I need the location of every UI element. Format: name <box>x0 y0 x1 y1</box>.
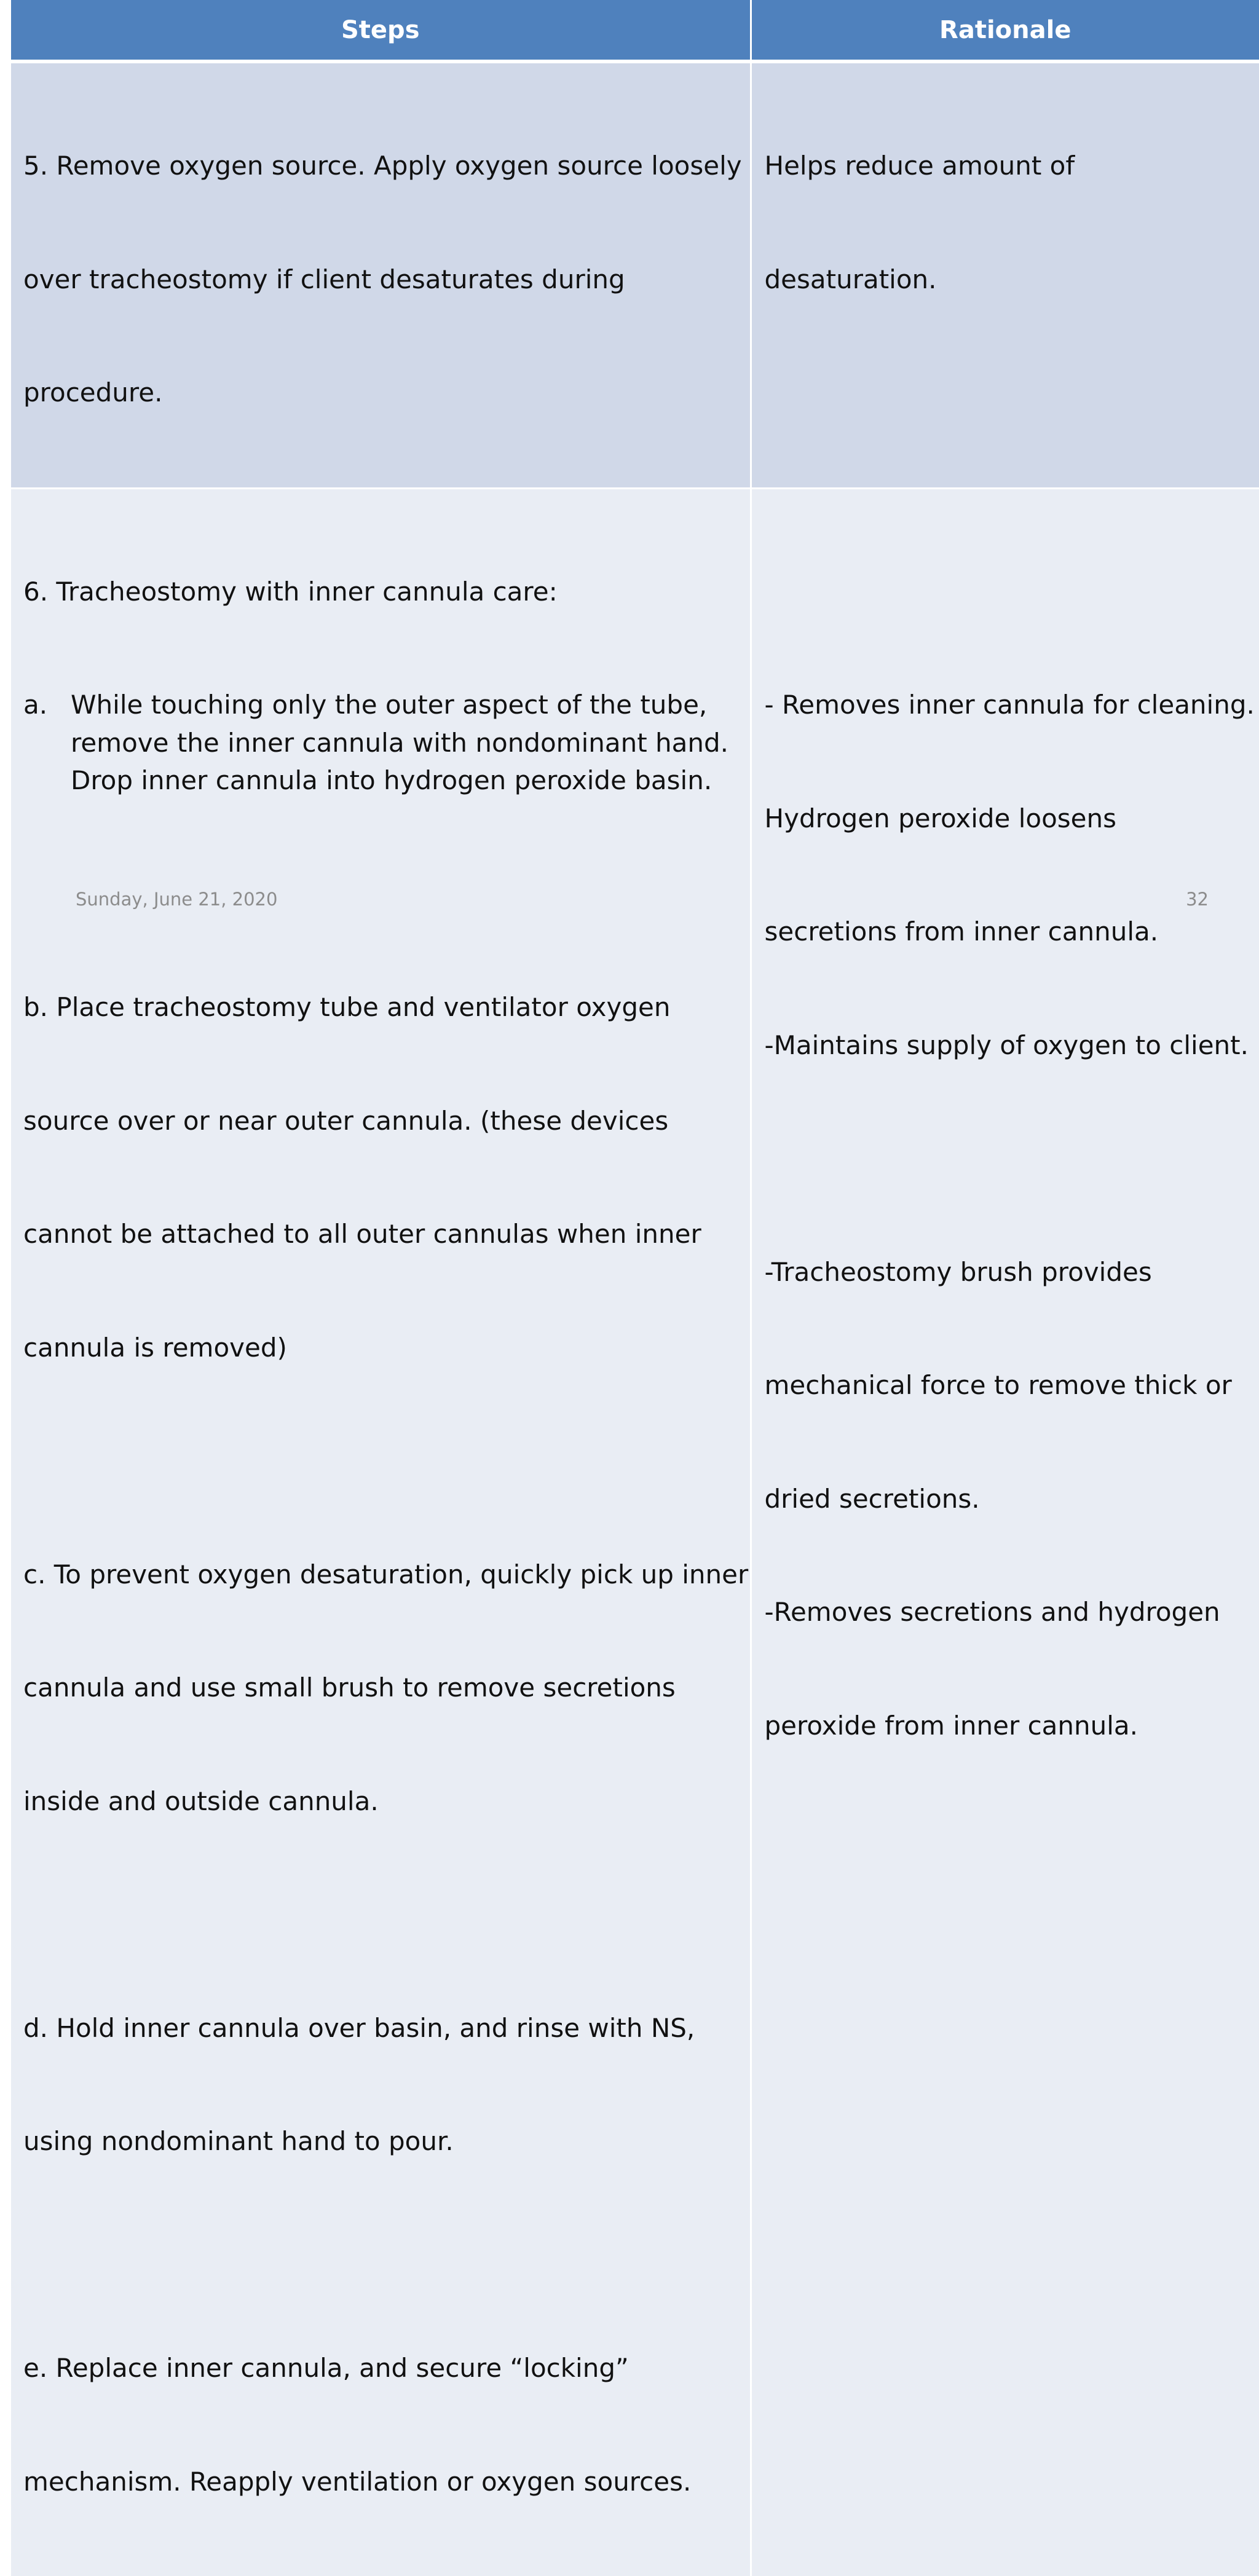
step-6c-line: c. To prevent oxygen desaturation, quickly pick up inner <box>23 1559 749 1589</box>
rationale-6-line: mechanical force to remove thick or <box>764 1370 1232 1400</box>
step-6a-marker: a. <box>23 690 48 720</box>
rationale-6-line: -Tracheostomy brush provides <box>764 1256 1152 1287</box>
table-row <box>11 488 1259 2576</box>
table-header-row <box>11 0 1259 61</box>
rationale-6-cell <box>751 488 1259 2576</box>
step-5-line: 5. Remove oxygen source. Apply oxygen source loosely <box>23 151 742 181</box>
rationale-5-cell <box>751 61 1259 488</box>
spacer <box>23 1896 739 1934</box>
table-row <box>11 61 1259 488</box>
rationale-6-line: secretions from inner cannula. <box>764 916 1159 947</box>
step-6a-line: remove the inner cannula with nondominant hand. <box>71 727 729 758</box>
step-6d-line: d. Hold inner cannula over basin, and rinse with NS, <box>23 2012 695 2043</box>
footer-date: Sunday, June 21, 2020 <box>76 889 278 910</box>
step-5-cell <box>11 61 751 488</box>
step-6e-line: mechanism. Reapply ventilation or oxygen sources. <box>23 2466 692 2497</box>
spacer <box>765 573 1256 611</box>
rationale-5-line: desaturation. <box>764 264 937 294</box>
spacer <box>23 1442 739 1480</box>
rationale-6-line: -Removes secretions and hydrogen <box>764 1597 1220 1627</box>
column-header-steps: Steps <box>11 0 751 61</box>
column-header-rationale: Rationale <box>751 0 1259 61</box>
step-6a <box>23 686 739 800</box>
step-6e-line: e. Replace inner cannula, and secure “locking” <box>23 2353 629 2383</box>
step-6b-line: cannot be attached to all outer cannulas when inner <box>23 1219 701 1249</box>
step-6a-line: While touching only the outer aspect of the tube, <box>71 690 708 720</box>
spacer <box>23 2236 739 2274</box>
slide-page-number: 32 <box>1186 889 1209 910</box>
rationale-6-line: Hydrogen peroxide loosens <box>764 803 1117 833</box>
rationale-6-line: peroxide from inner cannula. <box>764 1710 1139 1741</box>
step-6-intro: 6. Tracheostomy with inner cannula care: <box>23 576 558 607</box>
step-6b-line: b. Place tracheostomy tube and ventilator oxygen <box>23 992 671 1022</box>
step-6b-line: source over or near outer cannula. (these devices <box>23 1105 669 1136</box>
rationale-6-line: - Removes inner cannula for cleaning. <box>764 690 1255 720</box>
step-6a-line: Drop inner cannula into hydrogen peroxide basin. <box>71 765 712 795</box>
rationale-6-line: dried secretions. <box>764 1483 980 1514</box>
step-5-line: over tracheostomy if client desaturates during <box>23 264 625 294</box>
rationale-6-line: -Maintains supply of oxygen to client. <box>764 1030 1249 1060</box>
steps-rationale-table <box>11 0 1259 2576</box>
step-6-cell <box>11 488 751 2576</box>
step-6b-line: cannula is removed) <box>23 1332 287 1363</box>
rationale-5-line: Helps reduce amount of <box>764 151 1075 181</box>
step-6c-line: inside and outside cannula. <box>23 1786 379 1816</box>
spacer <box>765 1140 1256 1178</box>
step-5-line: procedure. <box>23 377 163 408</box>
step-6d-line: using nondominant hand to pour. <box>23 2126 454 2156</box>
step-6c-line: cannula and use small brush to remove secretions <box>23 1672 676 1703</box>
